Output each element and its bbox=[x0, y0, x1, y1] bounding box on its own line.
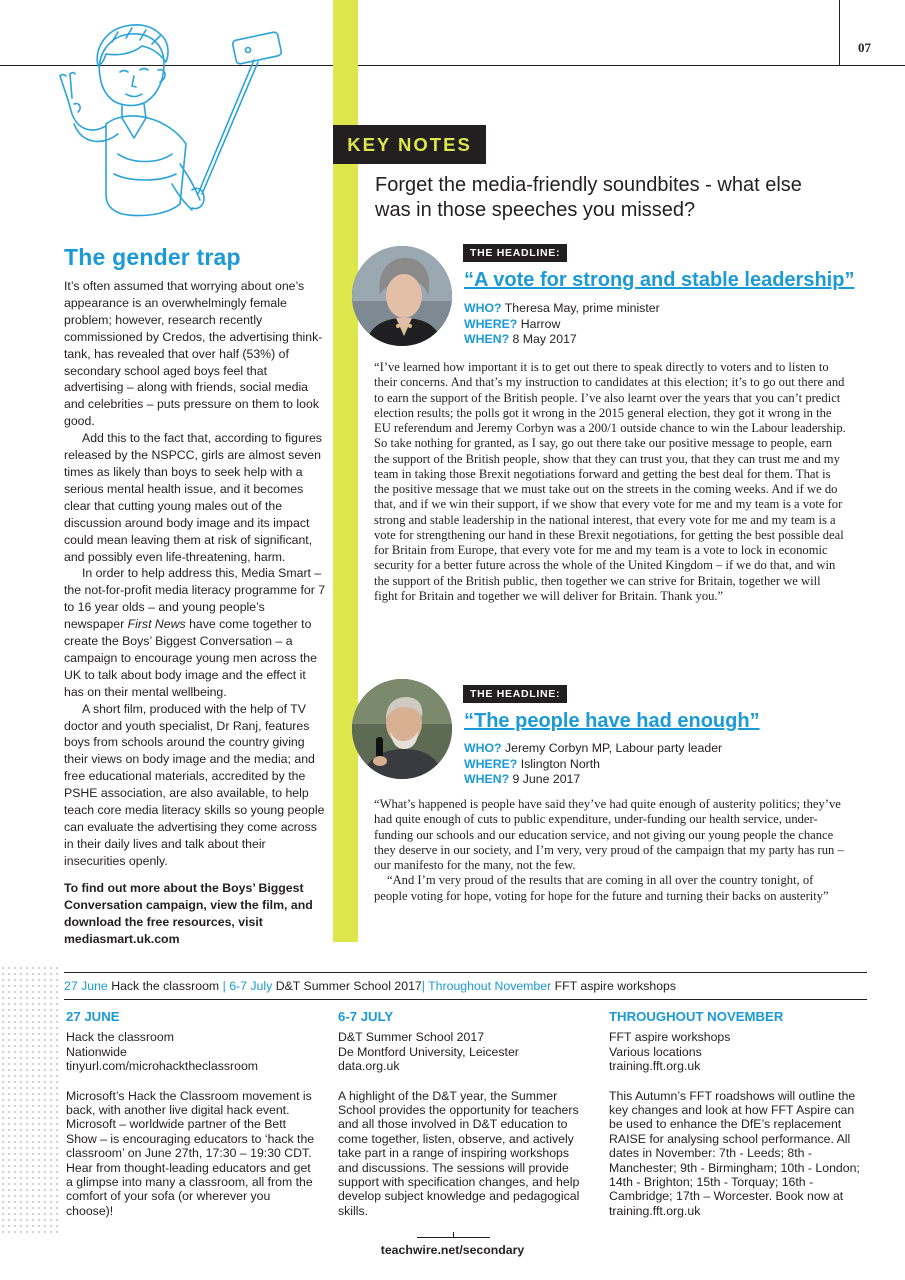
strip-separator: | bbox=[222, 979, 226, 993]
speech-paragraph: “And I’m very proud of the results that are coming in all over the country tonight, of people voting for hope, voting for hope for the future and turning their backs on austerity” bbox=[374, 873, 829, 903]
events-rule-top bbox=[64, 972, 867, 973]
where-value: Islington North bbox=[520, 756, 601, 771]
where-label: WHERE? bbox=[464, 756, 518, 771]
key-notes-label: KEY NOTES bbox=[333, 125, 486, 164]
who-label: WHO? bbox=[464, 741, 502, 755]
event-description: Microsoft’s Hack the Classroom movement is back, with another live digital hack event. Microsoft – worldwide partner of the Bett Show – is encouraging educators to ‘hack the classroom’ on June 27th, 17:30 – 19:30 CDT. Hear from thought-leading educators and get a glimpse into many a classroom, all from the comfort of your sofa (or wherever you choose)! bbox=[66, 1088, 315, 1218]
when-label: WHEN? bbox=[464, 332, 510, 346]
strip-event: D&T Summer School 2017 bbox=[275, 979, 422, 993]
where-row bbox=[464, 317, 660, 333]
event-name: D&T Summer School 2017 bbox=[338, 1030, 485, 1045]
event-date-heading: 6-7 JULY bbox=[338, 1009, 394, 1024]
event-location: Nationwide bbox=[66, 1044, 127, 1059]
event-column bbox=[609, 1010, 861, 1218]
article-call-to-action: To find out more about the Boys’ Biggest Conversation campaign, view the film, and download the free resources, visit mediasmart.uk.com bbox=[64, 881, 313, 946]
footer-url[interactable]: teachwire.net/secondary bbox=[380, 1243, 525, 1257]
article-paragraph: A short film, produced with the help of TV doctor and youth specialist, Dr Ranj, features boys from schools around the country giving their views on body image and the media; and free educational materials, accredited by the PSHE association, are also available, to help teach core media literacy skills so young people can evaluate the advertising they come across in their daily lives and talk about their insecurities openly. bbox=[64, 701, 325, 868]
event-location: Various locations bbox=[609, 1044, 702, 1059]
event-column bbox=[66, 1010, 318, 1218]
article-text: In order to help address this, Media Smart – the not-for-profit media literacy programme for 7 to 16 year olds – and young people’s newspaper bbox=[64, 566, 326, 632]
speech-meta bbox=[464, 741, 722, 788]
article-paragraph bbox=[64, 565, 326, 700]
article-paragraph: Add this to the fact that, according to figures released by the NSPCC, girls are almost seven times as likely than boys to seek help with a serious mental health issue, and it becomes clear that cutting young males out of the discussion around body image and its impact could mean leaving them at risk of significant, and possibly even life-threatening, harm. bbox=[64, 431, 322, 564]
key-notes-intro: Forget the media-friendly soundbites - what else was in those speeches you missed? bbox=[375, 174, 802, 221]
speech-meta bbox=[464, 301, 660, 348]
page-number: 07 bbox=[858, 40, 871, 55]
where-row bbox=[464, 757, 722, 773]
footer-tick bbox=[453, 1232, 454, 1238]
event-column bbox=[338, 1010, 590, 1218]
event-link[interactable]: training.fft.org.uk bbox=[609, 1059, 701, 1074]
event-link[interactable]: tinyurl.com/microhacktheclassroom bbox=[66, 1059, 259, 1074]
who-label: WHO? bbox=[464, 301, 502, 315]
who-value: Jeremy Corbyn MP, Labour party leader bbox=[505, 741, 723, 755]
where-value: Harrow bbox=[520, 316, 561, 331]
strip-separator: | bbox=[421, 979, 425, 993]
when-value: 8 May 2017 bbox=[512, 332, 577, 346]
when-value: 9 June 2017 bbox=[512, 772, 581, 786]
events-rule-bottom bbox=[64, 999, 867, 1000]
header-divider bbox=[839, 0, 840, 65]
headline-tag: THE HEADLINE: bbox=[463, 244, 567, 262]
strip-event: FFT aspire workshops bbox=[554, 979, 677, 993]
speech-text bbox=[374, 797, 846, 904]
headline-tag: THE HEADLINE: bbox=[463, 685, 567, 703]
event-link[interactable]: data.org.uk bbox=[338, 1059, 400, 1074]
speech-paragraph: “What’s happened is people have said they’ve had quite enough of austerity politics; they’ve had quite enough of cuts to public expenditure, under-funding our health service, under-funding our schools and our education service, and not giving our young people the chance they deserve in our society, and I’m very, very proud of the campaign that my party has run – our manifesto for the many, not the few. bbox=[374, 797, 844, 872]
when-row bbox=[464, 332, 660, 348]
when-label: WHEN? bbox=[464, 772, 510, 786]
when-row bbox=[464, 772, 722, 788]
article-title: The gender trap bbox=[64, 244, 241, 270]
strip-event: Hack the classroom bbox=[111, 979, 220, 993]
jeremy-corbyn-portrait bbox=[352, 679, 452, 779]
event-date-heading: 27 JUNE bbox=[66, 1009, 120, 1024]
strip-date: 27 June bbox=[64, 979, 108, 993]
speech-paragraph: “I’ve learned how important it is to get out there to speak directly to voters and to listen to their concerns. And that’s my instruction to candidates at this election; it’s to go out there and to earn the support of the British people. I’ve also learnt over the years that you can’t predict election results; the polls got it wrong in the 2015 general election, they got it wrong in the EU referendum and Jeremy Corbyn was a 200/1 outside chance to win the Labour leadership. So take nothing for granted, as I say, go out there take our positive message to people, earn the support of the British people, show that they can trust you, that they can trust me and my team in taking those Brexit negotiations forward and getting the best deal for them. That is the positive message that we must take out on the streets in the coming weeks. And if we do that, and if we win their support, if we show that every vote for me and my team is a vote for strong and stable leadership in the national interest, that every vote for me and my team is a vote for strengthening our hand in these Brexit negotiations, for getting the best possible deal for Britain from Europe, that every vote for me and my team is a vote to lock in economic security for a better future across the whole of the United Kingdom – if we do that, and win the support of the British public, then together we can strive for Britain, together we will fight for Britain and together we will deliver for Britain. Thank you.” bbox=[374, 360, 846, 603]
article-paragraph: It’s often assumed that worrying about one’s appearance is an overwhelmingly female problem; however, research recently commissioned by Credos, the advertising think-tank, has revealed that over half (53%) of secondary school aged boys feel that advertising – along with friends, social media and celebrities – puts pressure on them to look good. bbox=[64, 279, 323, 429]
speech-headline[interactable]: “The people have had enough” bbox=[464, 710, 760, 732]
events-strip bbox=[64, 979, 676, 993]
selfie-boy-illustration bbox=[48, 14, 288, 244]
who-row bbox=[464, 741, 722, 757]
theresa-may-portrait bbox=[352, 246, 452, 346]
event-name: FFT aspire workshops bbox=[609, 1030, 731, 1045]
where-label: WHERE? bbox=[464, 316, 518, 331]
who-value: Theresa May, prime minister bbox=[504, 301, 660, 315]
article-text: have come together to create the Boys’ Biggest Conversation – a campaign to encourage young men across the UK to talk about body image and the effect it has on their mental wellbeing. bbox=[64, 617, 317, 699]
dot-pattern bbox=[0, 965, 58, 1235]
event-date-heading: THROUGHOUT NOVEMBER bbox=[609, 1009, 784, 1024]
article-body bbox=[64, 278, 326, 870]
speech-text bbox=[374, 360, 846, 604]
event-location: De Montford University, Leicester bbox=[338, 1044, 519, 1059]
who-row bbox=[464, 301, 660, 317]
strip-date: Throughout November bbox=[428, 979, 552, 993]
strip-date: 6-7 July bbox=[229, 979, 273, 993]
event-description: A highlight of the D&T year, the Summer School provides the opportunity for teachers and all those involved in D&T education to come together, listen, observe, and actively take part in a range of inspiring workshops and discussions. The sessions will provide support with specification changes, and help develop subject knowledge and pedagogical skills. bbox=[338, 1088, 580, 1218]
speech-headline[interactable]: “A vote for strong and stable leadership” bbox=[464, 269, 855, 291]
newspaper-name: First News bbox=[127, 617, 186, 632]
event-name: Hack the classroom bbox=[66, 1030, 174, 1045]
event-description: This Autumn’s FFT roadshows will outline the key changes and look at how FFT Aspire can be used to enhance the DfE’s replacement RAISE for analysing school performance. All dates in November: 7th - Leeds; 8th - Manchester; 9th - Birmingham; 10th - London; 14th - Brighton; 15th - Torquay; 16th - Cambridge; 17th – Worcester. Book now at training.fft.org.uk bbox=[609, 1088, 860, 1218]
